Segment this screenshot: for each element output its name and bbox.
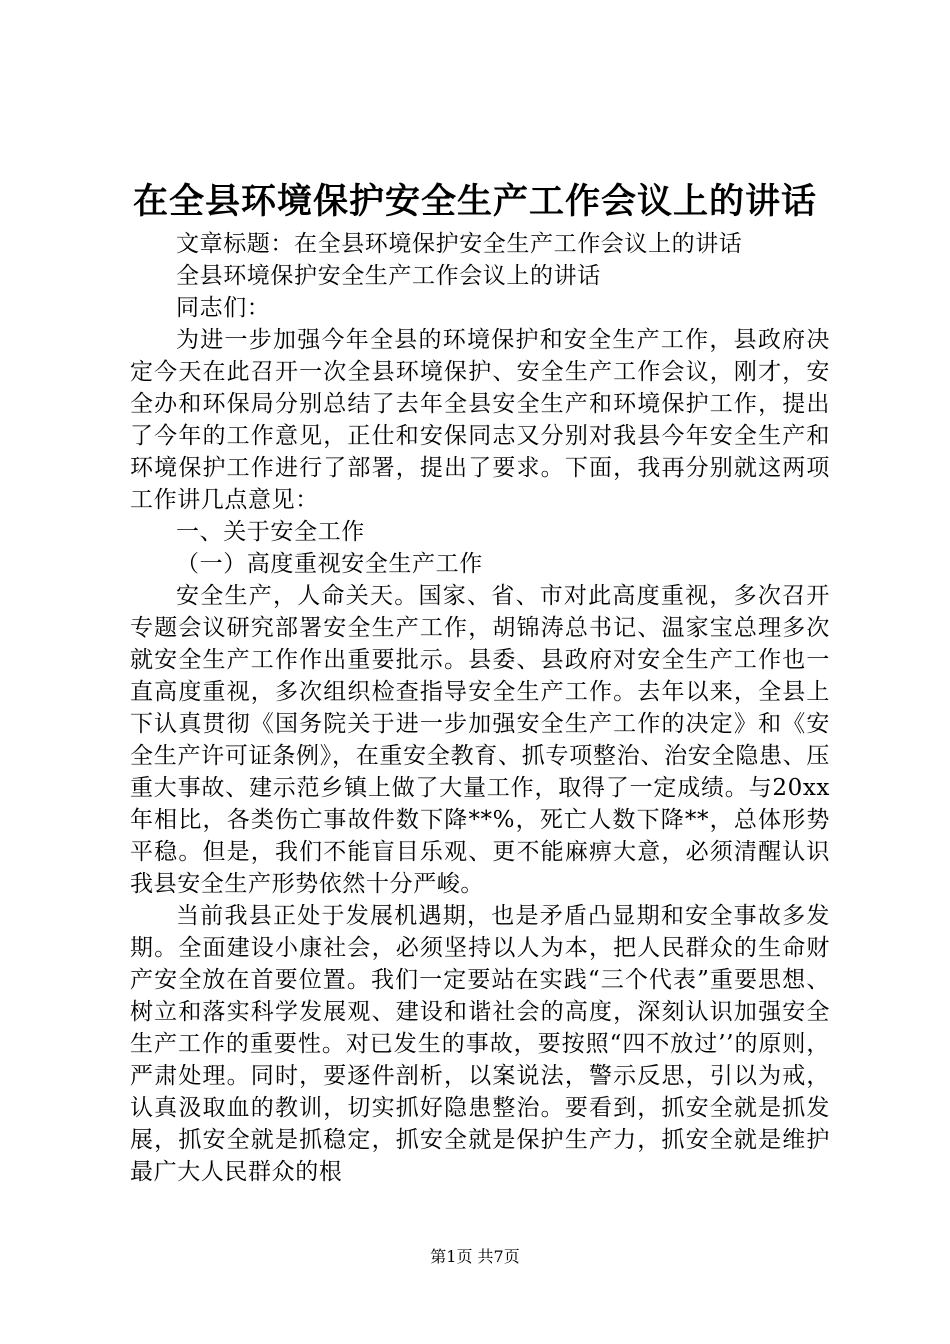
article-title-line: 文章标题：在全县环境保护安全生产工作会议上的讲话 <box>176 231 743 257</box>
salutation: 同志们： <box>176 295 271 321</box>
document-body <box>130 228 830 1188</box>
subsection-heading: （一）高度重视安全生产工作 <box>176 551 483 577</box>
intro-paragraph: 为进一步加强今年全县的环境保护和安全生产工作，县政府决定今天在此召开一次全县环境保护、安全生产工作会议，刚才，安全办和环保局分别总结了去年全县安全生产和环境保护工作，提出了今年的工作意见，正仕和安保同志又分别对我县今年安全生产和环境保护工作进行了部署，提出了要求。下面，我再分别就这两项工作讲几点意见： <box>130 327 830 513</box>
page-number-footer: 第1页 共7页 <box>430 1247 520 1266</box>
section-heading: 一、关于安全工作 <box>176 519 365 545</box>
body-paragraph: 安全生产，人命关天。国家、省、市对此高度重视，多次召开专题会议研究部署安全生产工作，胡锦涛总书记、温家宝总理多次就安全生产工作作出重要批示。县委、县政府对安全生产工作也一直高度重视，多次组织检查指导安全生产工作。去年以来，全县上下认真贯彻《国务院关于进一步加强安全生产工作的决定》和《安全生产许可证条例》，在重安全教育、抓专项整治、治安全隐患、压重大事故、建示范乡镇上做了大量工作，取得了一定成绩。与20xx年相比，各类伤亡事故件数下降**%，死亡人数下降**，总体形势平稳。但是，我们不能盲目乐观、更不能麻痹大意，必须清醒认识我县安全生产形势依然十分严峻。 <box>130 583 830 897</box>
body-paragraph: 当前我县正处于发展机遇期，也是矛盾凸显期和安全事故多发期。全面建设小康社会，必须坚持以人为本，把人民群众的生命财产安全放在首要位置。我们一定要站在实践“三个代表”重要思想、树立和落实科学发展观、建设和谐社会的高度，深刻认识加强安全生产工作的重要性。对已发生的事故，要按照“四不放过’’的原则，严肃处理。同时，要逐件剖析，以案说法，警示反思，引以为戒，认真汲取血的教训，切实抓好隐患整治。要看到，抓安全就是抓发展，抓安全就是抓稳定，抓安全就是保护生产力，抓安全就是维护最广大人民群众的根 <box>130 903 830 1185</box>
document-title: 在全县环境保护安全生产工作会议上的讲话 <box>132 181 817 222</box>
subtitle-line: 全县环境保护安全生产工作会议上的讲话 <box>176 263 601 289</box>
